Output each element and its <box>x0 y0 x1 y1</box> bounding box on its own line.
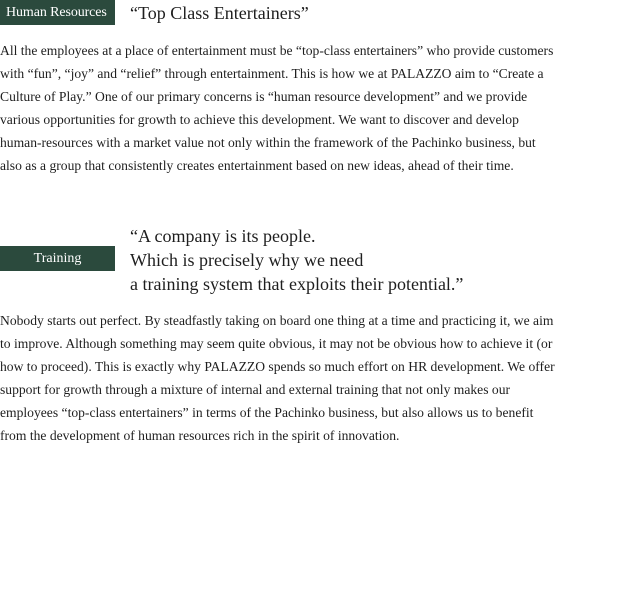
heading-line: a training system that exploits their potential.” <box>130 274 464 294</box>
paragraph-training: Nobody starts out perfect. By steadfastly taking on board one thing at a time and practicing it, we aim to improve. Although something may seem quite obvious, it may not be obvious how to achieve it (or how to proceed). This is exactly why PALAZZO spends so much effort on HR development. We offer support for growth through a mixture of internal and external training that not only makes our employees “top-class entertainers” in terms of the Pachinko business, but also allows us to benefit from the development of human resources rich in the spirit of innovation. <box>0 313 555 443</box>
section-label-human-resources: Human Resources <box>0 0 115 25</box>
heading-top-class-entertainers: “Top Class Entertainers” <box>130 3 309 23</box>
paragraph-human-resources: All the employees at a place of entertainment must be “top-class entertainers” who provide customers with “fun”, “joy” and “relief” through entertainment. This is how we at PALAZZO aim to “Create a Culture of Play.” One of our primary concerns is “human resource development” and we provide various opportunities for growth to achieve this development. We want to discover and develop human-resources with a market value not only within the framework of the Pachinko business, but also as a group that consistently creates entertainment based on new ideas, ahead of their time. <box>0 43 554 173</box>
heading-line: Which is precisely why we need <box>130 250 364 270</box>
heading-training-quote <box>130 224 463 296</box>
section-label-training: Training <box>0 246 115 271</box>
heading-line: “A company is its people. <box>130 226 316 246</box>
